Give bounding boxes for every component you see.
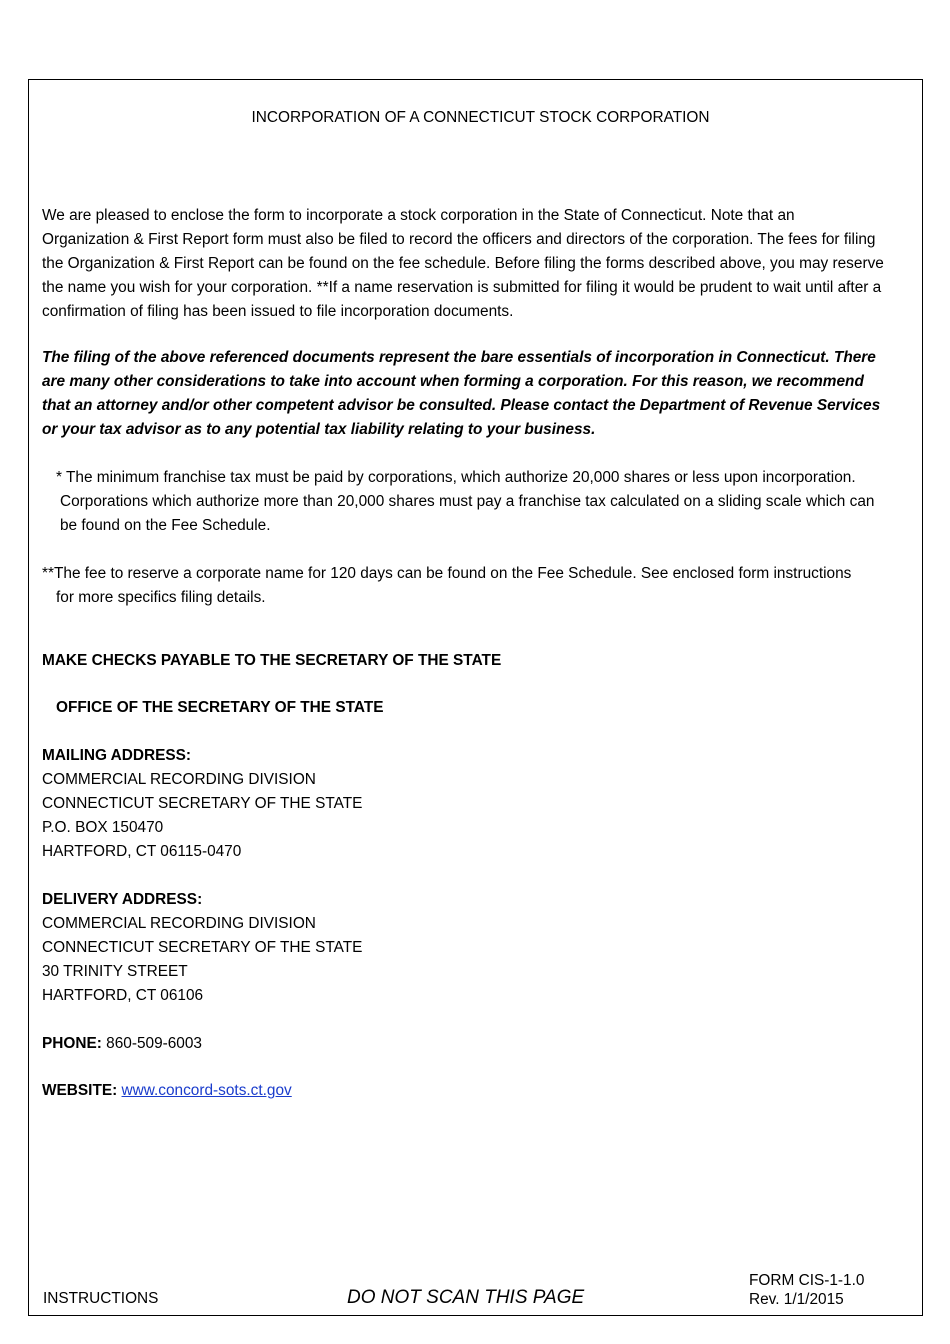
page-title: INCORPORATION OF A CONNECTICUT STOCK CORPORATION xyxy=(251,109,710,126)
note-line: **The fee to reserve a corporate name for 120 days can be found on the Fee Schedule. See enclosed form instructions xyxy=(42,565,852,582)
address-line: CONNECTICUT SECRETARY OF THE STATE xyxy=(42,795,363,812)
form-id: FORM CIS-1-1.0 xyxy=(749,1272,865,1289)
advisory-line: that an attorney and/or other competent advisor be consulted. Please contact the Department of Revenue Services xyxy=(42,397,881,414)
phone-row xyxy=(42,1032,202,1056)
delivery-address xyxy=(42,888,362,1008)
checks-payable-heading: MAKE CHECKS PAYABLE TO THE SECRETARY OF THE STATE xyxy=(42,652,502,669)
delivery-address-heading: DELIVERY ADDRESS: xyxy=(42,891,203,908)
note-line: * The minimum franchise tax must be paid by corporations, which authorize 20,000 shares or less upon incorporation. xyxy=(56,469,856,486)
note-line: Corporations which authorize more than 20,000 shares must pay a franchise tax calculated on a sliding scale which can xyxy=(60,493,875,510)
address-line: HARTFORD, CT 06106 xyxy=(42,987,204,1004)
website-label: WEBSITE: xyxy=(42,1082,118,1099)
address-line: COMMERCIAL RECORDING DIVISION xyxy=(42,771,316,788)
website-link[interactable]: www.concord-sots.ct.gov xyxy=(121,1082,292,1099)
intro-line: We are pleased to enclose the form to incorporate a stock corporation in the State of Connecticut. Note that an xyxy=(42,207,795,224)
address-line: CONNECTICUT SECRETARY OF THE STATE xyxy=(42,939,363,956)
address-line: P.O. BOX 150470 xyxy=(42,819,164,836)
mailing-address xyxy=(42,744,362,864)
note-line: for more specifics filing details. xyxy=(56,589,266,606)
franchise-tax-note xyxy=(56,466,916,538)
address-line: 30 TRINITY STREET xyxy=(42,963,188,980)
intro-paragraph xyxy=(42,204,922,324)
footer-instructions-label: INSTRUCTIONS xyxy=(43,1290,159,1307)
footer-form-info xyxy=(749,1271,864,1309)
advisory-line: The filing of the above referenced documents represent the bare essentials of incorporation in Connecticut. There xyxy=(42,349,876,366)
mailing-address-heading: MAILING ADDRESS: xyxy=(42,747,192,764)
phone-value: 860-509-6003 xyxy=(106,1035,202,1052)
address-line: HARTFORD, CT 06115-0470 xyxy=(42,843,242,860)
form-revision: Rev. 1/1/2015 xyxy=(749,1291,844,1308)
footer-do-not-scan: DO NOT SCAN THIS PAGE xyxy=(347,1287,585,1308)
advisory-line: are many other considerations to take into account when forming a corporation. For this reason, we recommend xyxy=(42,373,864,390)
note-line: be found on the Fee Schedule. xyxy=(60,517,271,534)
intro-line: the Organization & First Report can be found on the fee schedule. Before filing the forms described above, you may reserve xyxy=(42,255,884,272)
phone-label: PHONE: xyxy=(42,1035,102,1052)
intro-line: confirmation of filing has been issued to file incorporation documents. xyxy=(42,303,514,320)
intro-line: the name you wish for your corporation. **If a name reservation is submitted for filing it would be prudent to wait until after a xyxy=(42,279,882,296)
website-row xyxy=(42,1079,292,1103)
advisory-paragraph xyxy=(42,346,922,442)
intro-line: Organization & First Report form must also be filed to record the officers and directors of the corporation. The fees for filing xyxy=(42,231,876,248)
office-heading: OFFICE OF THE SECRETARY OF THE STATE xyxy=(56,699,384,716)
address-line: COMMERCIAL RECORDING DIVISION xyxy=(42,915,316,932)
name-reservation-note xyxy=(42,562,922,610)
advisory-line: or your tax advisor as to any potential tax liability relating to your business. xyxy=(42,421,596,438)
